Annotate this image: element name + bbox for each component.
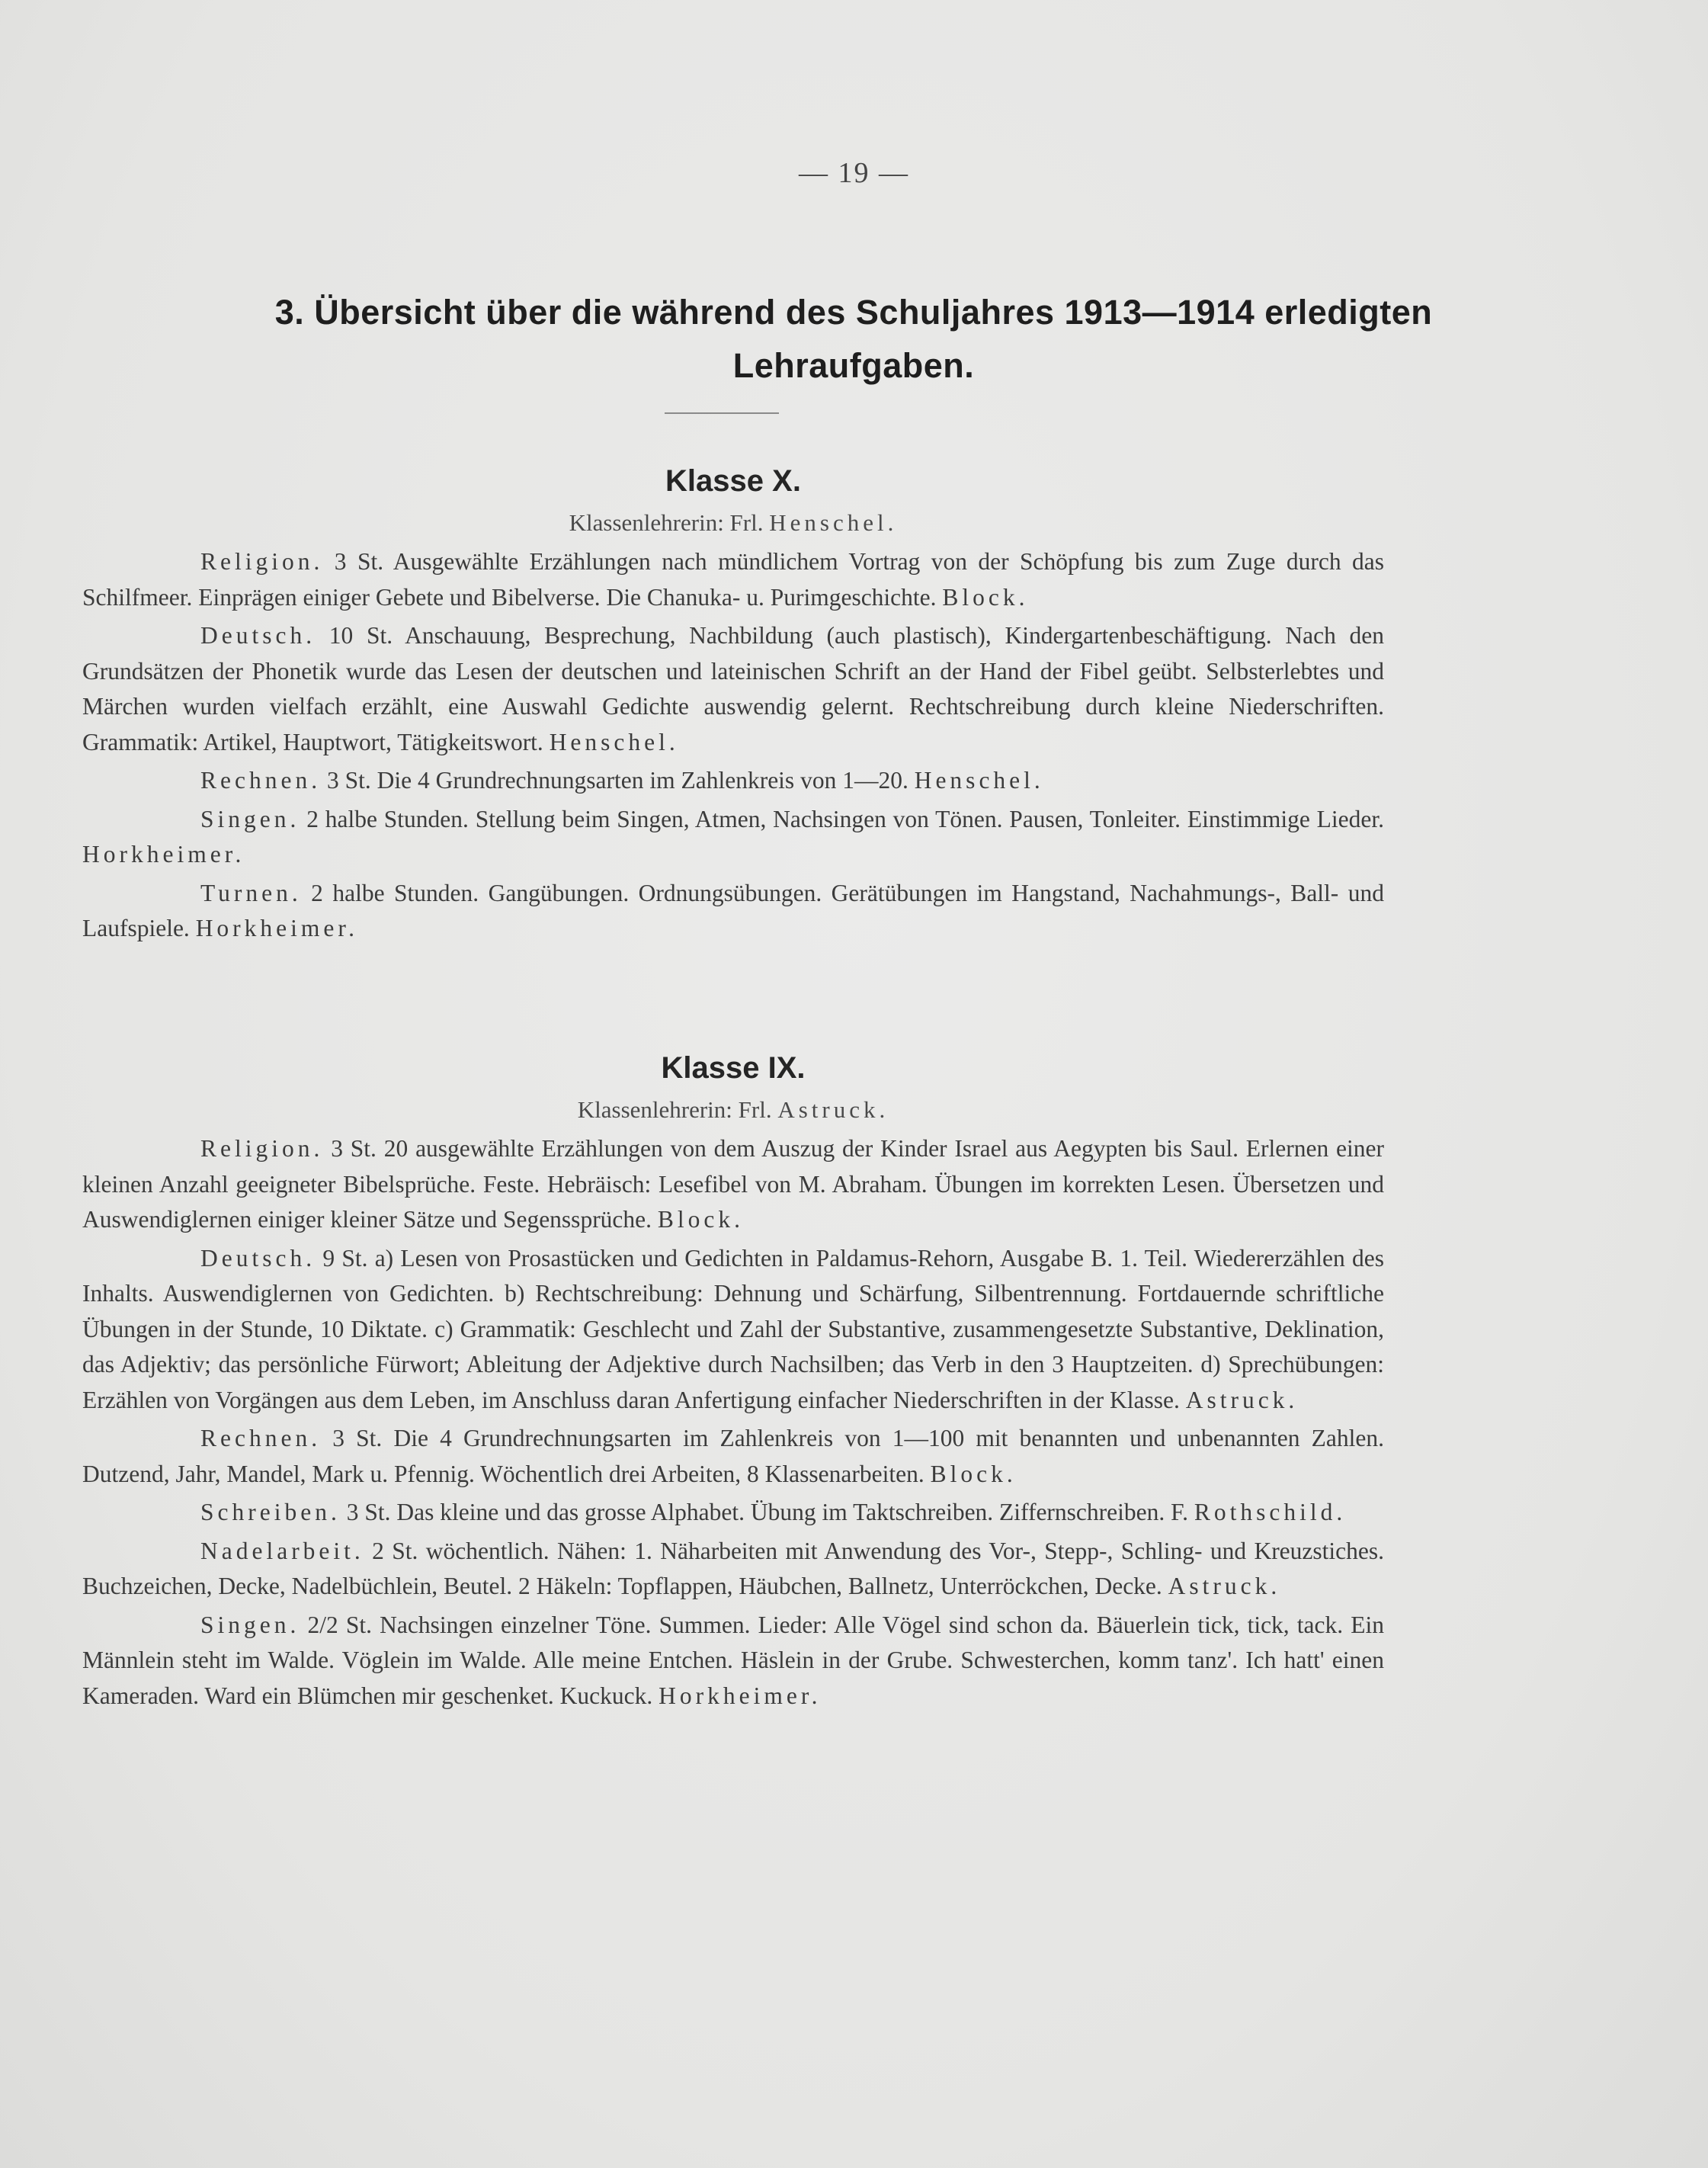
- subject-paragraph-schreiben: [82, 1495, 1384, 1531]
- subject-name: Turnen.: [200, 879, 302, 906]
- class-teacher-line: [82, 506, 1384, 540]
- subject-paragraph-deutsch: [82, 618, 1384, 760]
- subject-paragraph-turnen: [82, 876, 1384, 947]
- title-line-1: 3. Übersicht über die während des Schuljahres 1913—1914 erledigten: [274, 293, 1433, 332]
- class-teacher-name: Henschel.: [769, 509, 898, 536]
- subject-teacher: Block.: [657, 1206, 745, 1233]
- subject-paragraph-singen: [82, 1608, 1384, 1714]
- subject-text: 3 St. 20 ausgewählte Erzählungen von dem Auszug der Kinder Israel aus Aegypten bis Saul. Erlernen einer kleinen Anzahl geeigneter Bibelsprüche. Feste. Hebräisch: Lesefibel von M. Abraham. Übungen im korrekten Lesen. Übersetzen und Auswendiglernen einiger kleiner Sätze und Segenssprüche.: [82, 1135, 1384, 1233]
- subject-text: 2 St. wöchentlich. Nähen: 1. Näharbeiten mit Anwendung des Vor-, Stepp-, Schling- und Kreuzstiches. Buchzeichen, Decke, Nadelbüchlein, Beutel. 2 Häkeln: Topflappen, Häubchen, Ballnetz, Unterröckchen, Decke.: [82, 1537, 1384, 1599]
- subject-name: Rechnen.: [200, 1425, 322, 1451]
- section-heading: Klasse IX.: [661, 1051, 806, 1085]
- subject-paragraph-deutsch: [82, 1241, 1384, 1419]
- class-teacher-prefix: Klassenlehrerin: Frl.: [577, 1096, 778, 1123]
- subject-paragraph-rechnen: [82, 763, 1384, 799]
- section-klasse-x: [82, 460, 1384, 950]
- class-teacher-name: Astruck.: [777, 1096, 889, 1123]
- subject-paragraph-singen: [82, 802, 1384, 873]
- title-divider: [665, 412, 779, 414]
- subject-name: Deutsch.: [200, 1244, 316, 1272]
- subject-text: 3 St. Ausgewählte Erzählungen nach mündlichem Vortrag von der Schöpfung bis zum Zuge durch das Schilfmeer. Einprägen einiger Gebete und Bibelverse. Die Chanuka- u. Purimgeschichte.: [82, 548, 1384, 611]
- page-number: — 19 —: [799, 157, 909, 189]
- subject-teacher: Astruck.: [1185, 1386, 1299, 1413]
- subject-name: Rechnen.: [200, 767, 322, 794]
- subject-paragraph-religion: [82, 1131, 1384, 1238]
- subject-name: Nadelarbeit.: [200, 1537, 364, 1564]
- subject-text: 3 St. Die 4 Grundrechnungsarten im Zahlenkreis von 1—100 mit benannten und unbenannten Zahlen. Dutzend, Jahr, Mandel, Mark u. Pfennig. Wöchentlich drei Arbeiten, 8 Klassenarbeiten.: [82, 1425, 1384, 1487]
- subject-name: Deutsch.: [200, 622, 316, 649]
- subject-text: 2 halbe Stunden. Gangübungen. Ordnungsübungen. Gerätübungen im Hangstand, Nachahmungs-, Ball- und Laufspiele.: [82, 879, 1384, 941]
- subject-paragraph-rechnen: [82, 1421, 1384, 1492]
- subject-teacher: Rothschild.: [1194, 1499, 1347, 1525]
- title-line-2: Lehraufgaben.: [732, 346, 975, 385]
- page-title: [107, 286, 1601, 393]
- subject-teacher: Henschel.: [914, 767, 1044, 794]
- class-teacher-prefix: Klassenlehrerin: Frl.: [569, 509, 770, 536]
- subject-teacher: Horkheimer.: [195, 915, 359, 941]
- subject-teacher: Block.: [930, 1460, 1017, 1487]
- subject-text: 10 St. Anschauung, Besprechung, Nachbildung (auch plastisch), Kindergartenbeschäftigung. Nach den Grundsätzen der Phonetik wurde das Lesen der deutschen und lateinischen Schrift an der Hand der Fibel geübt. Selbsterlebtes und Märchen wurden vielfach erzählt, eine Auswahl Gedichte auswendig gelernt. Rechtschreibung durch kleine Niederschriften. Grammatik: Artikel, Hauptwort, Tätigkeitswort.: [82, 622, 1384, 755]
- subject-name: Religion.: [200, 548, 324, 575]
- subject-text: 2/2 St. Nachsingen einzelner Töne. Summen. Lieder: Alle Vögel sind schon da. Bäuerlein tick, tick, tack. Ein Männlein steht im Walde. Vöglein im Walde. Alle meine Entchen. Häslein in der Grube. Schwesterchen, komm tanz'. Ich hatt' einen Kameraden. Ward ein Blümchen mir geschenket. Kuckuck.: [82, 1611, 1384, 1709]
- subject-teacher: Horkheimer.: [659, 1682, 822, 1709]
- subject-teacher: Block.: [942, 583, 1029, 611]
- subject-text: 3 St. Das kleine und das grosse Alphabet. Übung im Taktschreiben. Ziffernschreiben. F.: [340, 1499, 1194, 1525]
- subject-teacher: Horkheimer.: [82, 841, 245, 868]
- subject-text: 2 halbe Stunden. Stellung beim Singen, Atmen, Nachsingen von Tönen. Pausen, Tonleiter. Einstimmige Lieder.: [300, 805, 1384, 832]
- section-heading: Klasse X.: [665, 464, 801, 498]
- subject-name: Singen.: [200, 1611, 300, 1638]
- subject-name: Schreiben.: [200, 1499, 341, 1525]
- subject-name: Religion.: [200, 1135, 324, 1162]
- section-klasse-ix: [82, 1047, 1384, 1717]
- subject-paragraph-religion: [82, 544, 1384, 615]
- subject-paragraph-nadelarbeit: [82, 1534, 1384, 1605]
- subject-text: 9 St. a) Lesen von Prosastücken und Gedichten in Paldamus-Rehorn, Ausgabe B. 1. Teil. Wiedererzählen des Inhalts. Auswendiglernen von Gedichten. b) Rechtschreibung: Dehnung und Schärfung, Silbentrennung. Fortdauernde schriftliche Übungen in der Stunde, 10 Diktate. c) Grammatik: Geschlecht und Zahl der Substantive, zusammengesetzte Substantive, Deklination, das Adjektiv; das persönliche Fürwort; Ableitung der Adjektive durch Nachsilben; das Verb in den 3 Hauptzeiten. d) Sprechübungen: Erzählen von Vorgängen aus dem Leben, im Anschluss daran Anfertigung einfacher Niederschriften in der Klasse.: [82, 1244, 1384, 1413]
- class-teacher-line: [82, 1093, 1384, 1127]
- subject-text: 3 St. Die 4 Grundrechnungsarten im Zahlenkreis von 1—20.: [321, 767, 915, 794]
- subject-name: Singen.: [200, 805, 300, 832]
- subject-teacher: Henschel.: [549, 728, 679, 755]
- subject-teacher: Astruck.: [1168, 1573, 1281, 1599]
